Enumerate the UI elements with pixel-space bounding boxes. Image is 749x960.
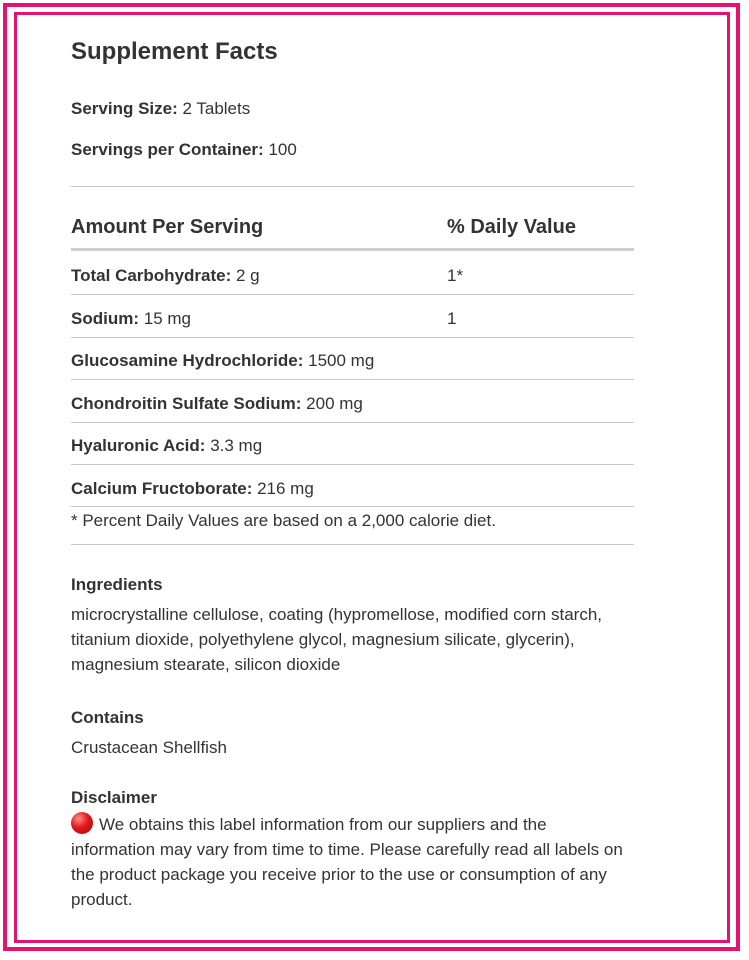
contains-text: Crustacean Shellfish [71, 738, 227, 757]
daily-value-footnote: * Percent Daily Values are based on a 2,000 calorie diet. [71, 511, 496, 530]
nutrient-amount: 3.3 mg [210, 436, 263, 455]
nutrient-amount: 1500 mg [308, 351, 375, 370]
row-divider [71, 464, 634, 465]
nutrient-name: Glucosamine Hydrochloride: [71, 351, 304, 370]
disclaimer-heading: Disclaimer [71, 788, 157, 807]
row-divider [71, 379, 634, 380]
contains-heading: Contains [71, 708, 144, 727]
red-circle-icon [71, 812, 93, 834]
servings-label: Servings per Container: [71, 140, 264, 159]
nutrient-name: Total Carbohydrate: [71, 266, 232, 285]
nutrient-row [71, 266, 634, 308]
nutrient-daily-value: 1* [447, 266, 464, 285]
nutrient-name-amount [71, 266, 260, 286]
servings-value: 100 [268, 140, 297, 159]
nutrient-name: Chondroitin Sulfate Sodium: [71, 394, 302, 413]
row-divider [71, 294, 634, 295]
nutrient-name-amount [71, 309, 191, 329]
nutrient-name-amount [71, 394, 363, 414]
serving-size-label: Serving Size: [71, 99, 178, 118]
disclaimer-text: We obtains this label information from our suppliers and the information may vary from time to time. Please carefully read all labels on the product package you receive prior to the use or consumption of any product. [71, 815, 623, 909]
nutrient-row [71, 436, 634, 478]
serving-size-value: 2 Tablets [182, 99, 251, 118]
ingredients-heading: Ingredients [71, 575, 163, 594]
nutrient-daily-value: 1 [447, 309, 457, 328]
divider [71, 544, 634, 545]
row-divider [71, 337, 634, 338]
nutrient-amount: 200 mg [306, 394, 363, 413]
column-header-amount: Amount Per Serving [71, 216, 264, 238]
nutrient-amount: 216 mg [257, 479, 314, 498]
nutrient-row [71, 394, 634, 436]
nutrient-name-amount [71, 436, 262, 456]
serving-size [71, 99, 250, 119]
ingredients-text: microcrystalline cellulose, coating (hypromellose, modified corn starch, titanium dioxide, polyethylene glycol, magnesium silicate, glycerin), magnesium stearate, silicon dioxide [71, 605, 602, 674]
page-title: Supplement Facts [71, 38, 278, 65]
nutrient-name-amount [71, 351, 374, 371]
servings-per-container [71, 140, 297, 160]
nutrient-name: Hyaluronic Acid: [71, 436, 206, 455]
header-divider [71, 248, 634, 251]
column-header-daily-value: % Daily Value [447, 216, 576, 238]
disclaimer-paragraph [71, 812, 634, 912]
nutrient-amount: 2 g [236, 266, 260, 285]
nutrient-name-amount [71, 479, 314, 499]
divider [71, 186, 634, 187]
nutrient-name: Sodium: [71, 309, 139, 328]
nutrient-row [71, 351, 634, 393]
row-divider [71, 422, 634, 423]
nutrient-amount: 15 mg [143, 309, 191, 328]
nutrient-name: Calcium Fructoborate: [71, 479, 253, 498]
row-divider [71, 506, 634, 507]
nutrient-row [71, 309, 634, 351]
